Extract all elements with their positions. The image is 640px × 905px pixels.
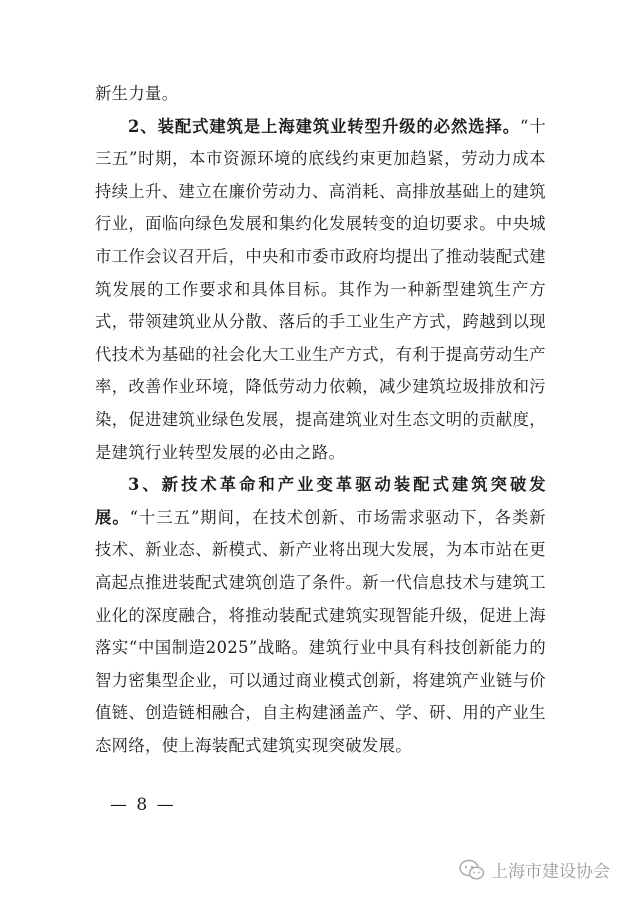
wechat-icon [459,859,485,881]
body-text [95,78,546,762]
watermark [459,857,610,882]
paragraph-text: “十三五”期间，在技术创新、市场需求驱动下，各类新技术、新业态、新模式、新产业将出现大发展，为本市站在更高起点推进装配式建筑创造了条件。新一代信息技术与建筑工业化的深度融合，将推动装配式建筑实现智能升级，促进上海落实“中国制造2025”战略。建筑行业中具有科技创新能力的智力密集型企业，可以通过商业模式创新，将建筑产业链与价值链、创造链相融合，自主构建涵盖产、学、研、用的产业生态网络，使上海装配式建筑实现突破发展。 [95,507,546,755]
paragraph-section-2 [95,111,546,470]
section-heading: 2、装配式建筑是上海建筑业转型升级的必然选择。 [128,116,521,136]
page-number: — 8 — [110,795,176,815]
paragraph-text: 新生力量。 [95,84,179,103]
watermark-text: 上海市建设协会 [491,862,610,882]
paragraph-section-3 [95,469,546,762]
paragraph-text: “十三五”时期，本市资源环境的底线约束更加趋紧，劳动力成本持续上升、建立在廉价劳动力、高消耗、高排放基础上的建筑行业，面临向绿色发展和集约化发展转变的迫切要求。中央城市工作会议召开后，中央和市委市政府均提出了推动装配式建筑发展的工作要求和具体目标。其作为一种新型建筑生产方式，带领建筑业从分散、落后的手工业生产方式，跨越到以现代技术为基础的社会化大工业生产方式，有利于提高劳动生产率，改善作业环境，降低劳动力依赖，减少建筑垃圾排放和污染，促进建筑业绿色发展，提高建筑业对生态文明的贡献度，是建筑行业转型发展的必由之路。 [95,116,546,462]
section-heading: 3、新技术革命和产业变革驱动装配式建筑突破发展。 [95,475,546,527]
paragraph-continuation [95,78,546,111]
